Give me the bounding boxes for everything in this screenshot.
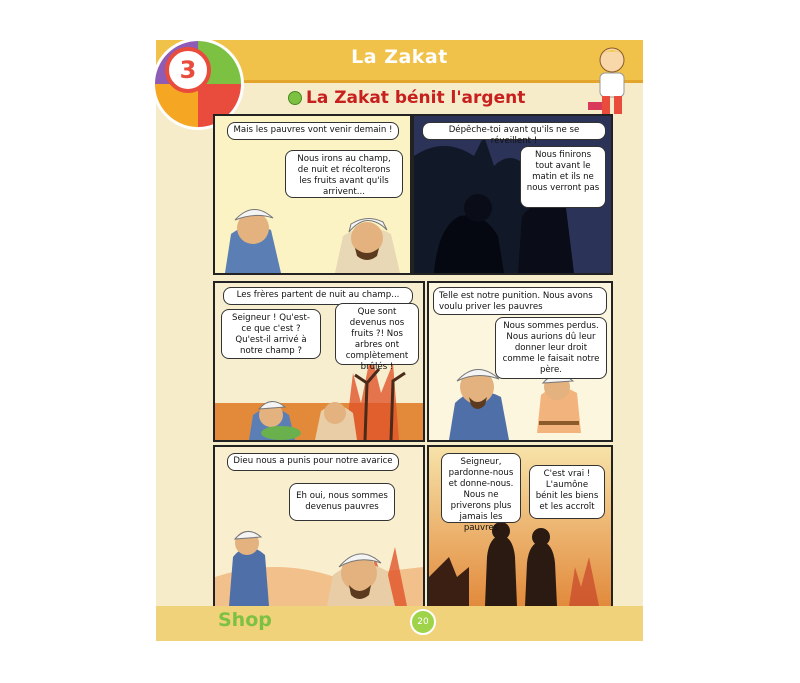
child-character-icon — [586, 44, 640, 118]
speech-bubble: Nous irons au champ, de nuit et récolterons les fruits avant qu'ils arrivent... — [285, 150, 403, 198]
speech-bubble: Eh oui, nous sommes devenus pauvres — [289, 483, 395, 521]
speech-bubble: Seigneur ! Qu'est-ce que c'est ? Qu'est-il arrivé à notre champ ? — [221, 309, 321, 359]
comic-panel-1 — [213, 114, 412, 275]
comic-page — [156, 40, 643, 641]
speech-bubble: Nous finirons tout avant le matin et ils ne nous verront pas — [520, 146, 606, 208]
speech-bubble: Que sont devenus nos fruits ?! Nos arbres ont complètement brûlés ! — [335, 303, 419, 365]
speech-bubble: Nous sommes perdus. Nous aurions dû leur donner leur droit comme le faisait notre père. — [495, 317, 607, 379]
shop-logo: Shop — [218, 609, 272, 631]
subtitle-text: La Zakat bénit l'argent — [306, 88, 526, 108]
speech-bubble: Les frères partent de nuit au champ... — [223, 287, 413, 305]
speech-bubble: Telle est notre punition. Nous avons voulu priver les pauvres — [433, 287, 607, 315]
comic-panel-3 — [213, 281, 425, 442]
comic-panel-2 — [412, 114, 613, 275]
comic-panel-4 — [427, 281, 613, 442]
page-number: 20 — [410, 609, 436, 635]
comic-panel-6 — [427, 445, 613, 608]
speech-bubble: Mais les pauvres vont venir demain ! — [227, 122, 399, 140]
subtitle-bullet-icon — [288, 91, 302, 105]
speech-bubble: Seigneur, pardonne-nous et donne-nous. Nous ne priverons plus jamais les pauvres — [441, 453, 521, 523]
speech-bubble: C'est vrai ! L'aumône bénit les biens et les accroît — [529, 465, 605, 519]
speech-bubble: Dépêche-toi avant qu'ils ne se réveillent ! — [422, 122, 606, 140]
speech-bubble: Dieu nous a punis pour notre avarice — [227, 453, 399, 471]
section-subtitle — [306, 88, 525, 108]
page-title: La Zakat — [351, 46, 448, 68]
chapter-number: 3 — [165, 47, 211, 93]
comic-panel-5 — [213, 445, 425, 608]
